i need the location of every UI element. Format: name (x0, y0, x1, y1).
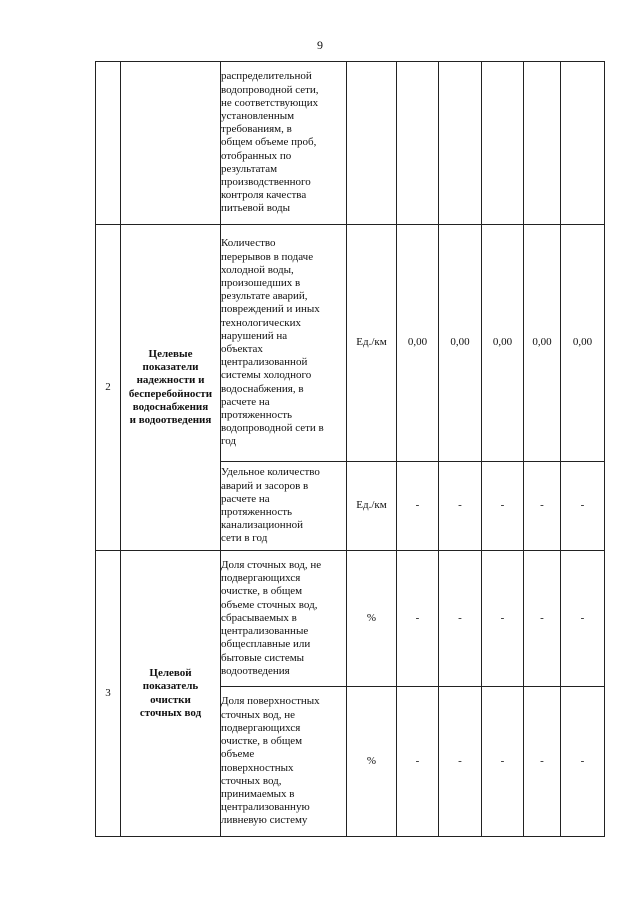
value-cell: 0,00 (561, 225, 605, 462)
indicator-text: Удельное количество аварий и засоров в расчете на протяженность канализационной сети в год (221, 462, 347, 551)
value-cell: 0,00 (397, 225, 439, 462)
value-cell: 0,00 (482, 225, 524, 462)
row-number-cell: 3 (96, 551, 121, 837)
value-cell: - (524, 551, 561, 687)
value-cell: - (482, 551, 524, 687)
value-cell (482, 62, 524, 225)
value-cell: - (397, 462, 439, 551)
page-number: 9 (317, 38, 323, 52)
unit-cell: % (347, 687, 397, 837)
value-cell: - (561, 462, 605, 551)
unit-cell: Ед./км (347, 462, 397, 551)
table-row (96, 551, 605, 687)
value-cell: 0,00 (524, 225, 561, 462)
value-cell (524, 62, 561, 225)
group-cell: Целевые показатели надежности и бесперебойности водоснабжения и водоотведения (121, 225, 221, 551)
value-cell: - (397, 551, 439, 687)
value-cell (397, 62, 439, 225)
indicator-text: распределительной водопроводной сети, не соответствующих установленным требованиям, в общем объеме проб, отобранных по результатам производственного контроля качества питьевой воды (221, 62, 347, 225)
value-cell: - (439, 687, 482, 837)
value-cell (561, 62, 605, 225)
value-cell: - (524, 462, 561, 551)
group-cell: Целевой показатель очистки сточных вод (121, 551, 221, 837)
unit-cell: % (347, 551, 397, 687)
value-cell: - (561, 551, 605, 687)
group-cell (121, 62, 221, 225)
row-number-cell (96, 62, 121, 225)
row-number-cell: 2 (96, 225, 121, 551)
value-cell: - (439, 462, 482, 551)
table-row (96, 62, 605, 225)
unit-cell (347, 62, 397, 225)
value-cell: - (482, 687, 524, 837)
value-cell: - (439, 551, 482, 687)
value-cell: - (482, 462, 524, 551)
value-cell: - (561, 687, 605, 837)
unit-cell: Ед./км (347, 225, 397, 462)
indicator-text: Количество перерывов в подаче холодной воды, произошедших в результате аварий, повреждений и иных технологических нарушений на объектах централизованной системы холодного водоснабжения, в расчете на протяженность водопроводной сети в год (221, 225, 347, 462)
value-cell: - (524, 687, 561, 837)
table-row (96, 225, 605, 462)
indicator-text: Доля сточных вод, не подвергающихся очистке, в общем объеме сточных вод, сбрасываемых в централизованные общесплавные или бытовые системы водоотведения (221, 551, 347, 687)
value-cell: - (397, 687, 439, 837)
value-cell (439, 62, 482, 225)
indicators-table (95, 61, 605, 837)
indicator-text: Доля поверхностных сточных вод, не подвергающихся очистке, в общем объеме поверхностных сточных вод, принимаемых в централизованную ливневую систему (221, 687, 347, 837)
value-cell: 0,00 (439, 225, 482, 462)
